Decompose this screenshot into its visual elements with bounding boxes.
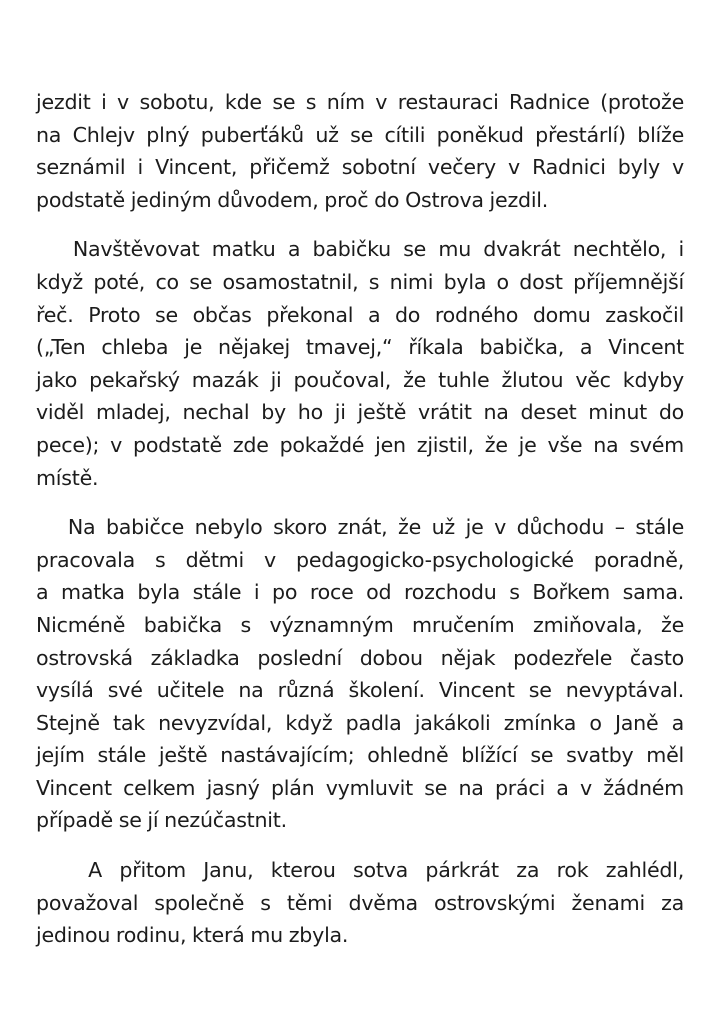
paragraph-1 [36,86,684,216]
text-line: a matka byla stále i po roce od rozchodu s Bořkem sama. [36,580,684,605]
text-line: pracovala s dětmi v pedagogicko-psychologické poradně, [36,547,684,572]
text-line: na Chlejv plný puberťáků už se cítili poněkud přestárlí) blíže [36,122,684,147]
text-line: seznámil i Vincent, přičemž sobotní večery v Radnici byly v [36,155,684,180]
paragraph-3 [36,511,684,837]
text-line: řeč. Proto se občas překonal a do rodného domu zaskočil [36,302,684,327]
text-line: pece); v podstatě zde pokaždé jen zjistil, že je vše na svém [36,432,684,457]
text-line: Vincent celkem jasný plán vymluvit se na práci a v žádném [36,775,684,800]
paragraph-4 [36,854,684,952]
text-line: Na babičce nebylo skoro znát, že už je v důchodu – stále [36,515,684,540]
paragraph-2 [36,233,684,494]
text-line: Navštěvovat matku a babičku se mu dvakrát nechtělo, i [36,237,684,262]
text-line: případě se jí nezúčastnit. [36,808,287,833]
book-page [36,86,684,969]
text-line: Nicméně babička s významným mručením zmiňovala, že [36,612,684,637]
text-line: podstatě jediným důvodem, proč do Ostrova jezdil. [36,187,549,212]
text-line: jedinou rodinu, která mu zbyla. [36,923,349,948]
text-line: když poté, co se osamostatnil, s nimi byla o dost příjemnější [36,269,684,294]
text-line: považoval společně s těmi dvěma ostrovskými ženami za [36,890,684,915]
text-line: ostrovská základka poslední dobou nějak podezřele často [36,645,684,670]
text-line: jejím stále ještě nastávajícím; ohledně blížící se svatby měl [36,743,684,768]
text-line: viděl mladej, nechal by ho ji ještě vrátit na deset minut do [36,400,684,425]
text-line: A přitom Janu, kterou sotva párkrát za rok zahlédl, [36,858,684,883]
text-line: místě. [36,465,99,490]
text-line: („Ten chleba je nějakej tmavej,“ říkala babička, a Vincent [36,335,684,360]
text-line: Stejně tak nevyzvídal, když padla jakákoli zmínka o Janě a [36,710,684,735]
text-line: jako pekařský mazák ji poučoval, že tuhle žlutou věc kdyby [36,367,684,392]
text-line: vysílá své učitele na různá školení. Vincent se nevyptával. [36,678,684,703]
text-line: jezdit i v sobotu, kde se s ním v restauraci Radnice (protože [36,90,684,114]
